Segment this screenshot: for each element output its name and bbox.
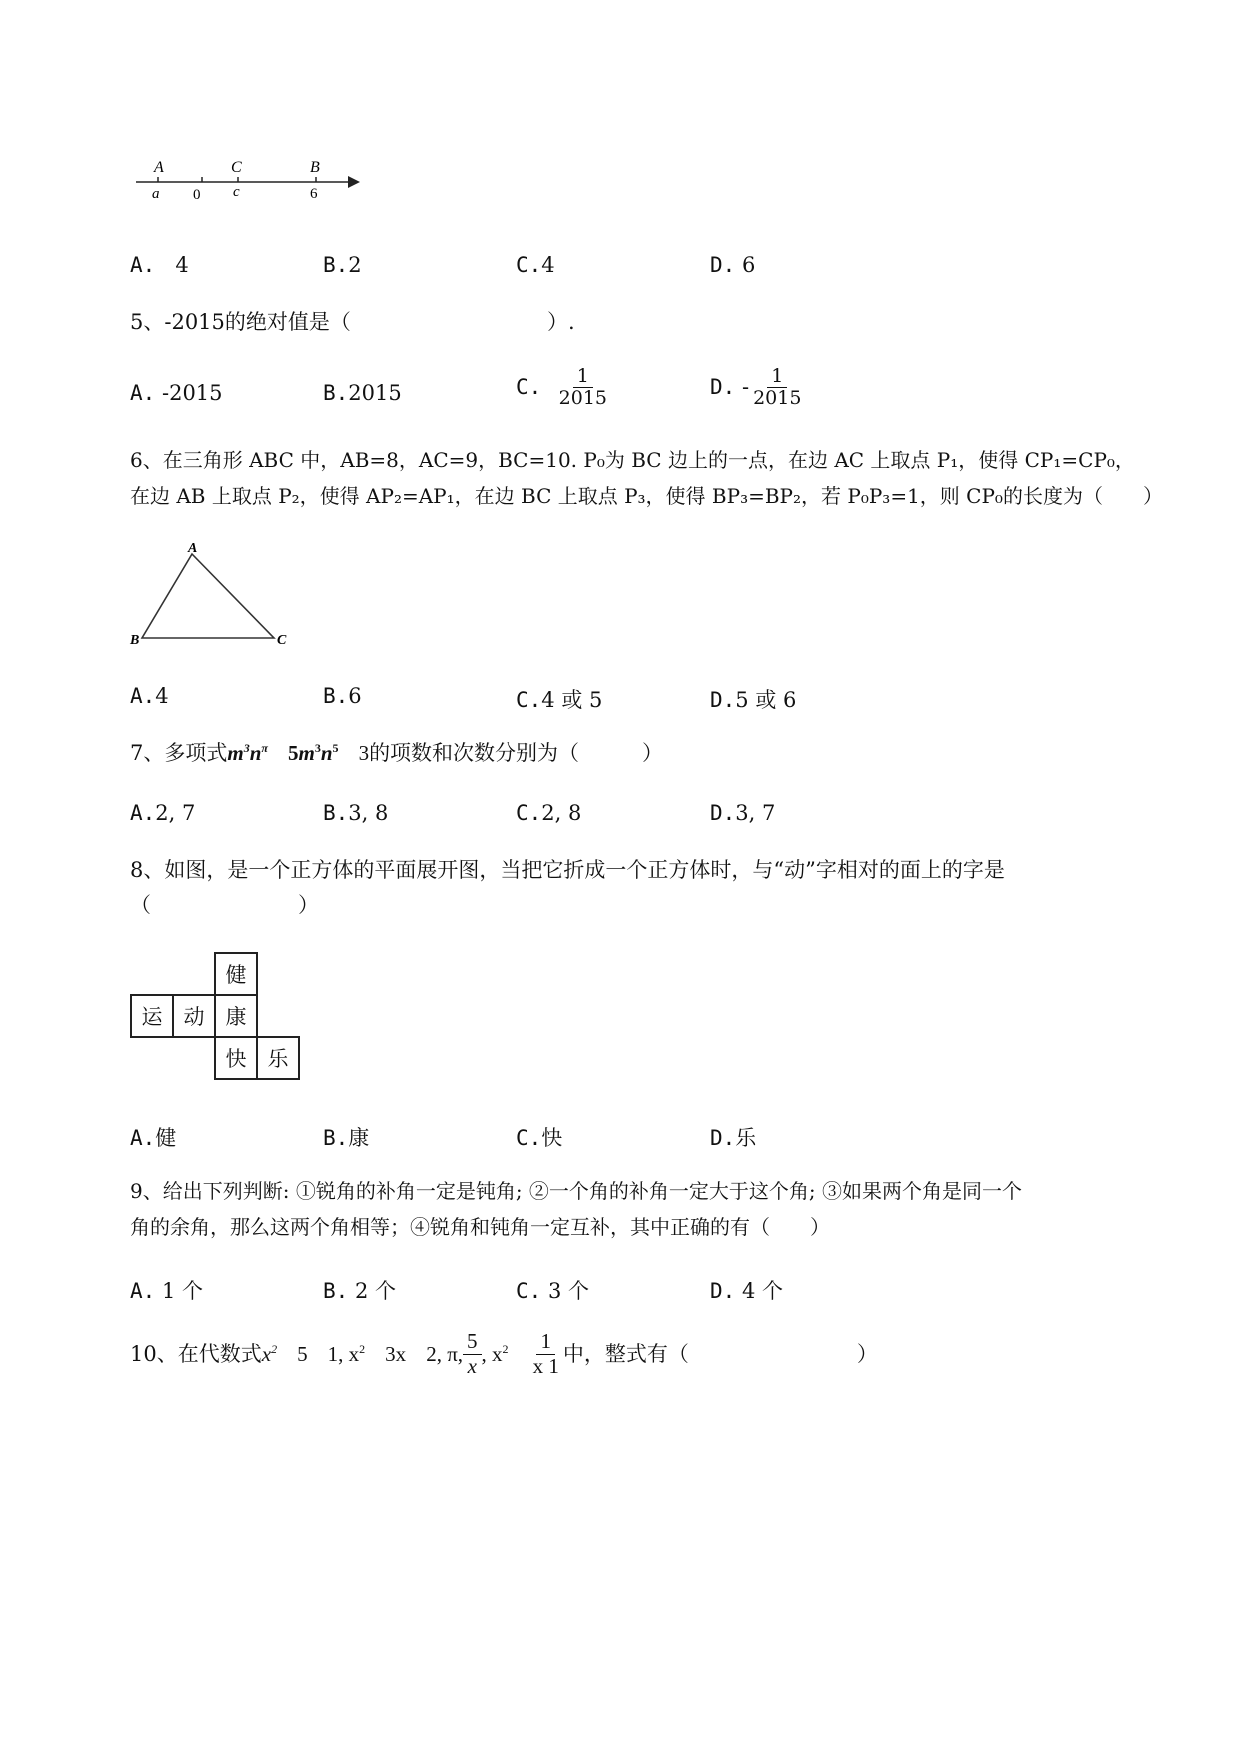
q8-stem-line2: （ ） — [130, 893, 319, 917]
q9-option-a: A. 1 个 — [130, 1279, 204, 1303]
q10-term-1-x2: 1, $x^2$ — [327, 1342, 366, 1366]
q6-stem-line2: 在边 AB 上取点 P₂，使得 AP₂=AP₁，在边 BC 上取点 P₃，使得 BP₃=BP₂，若 P₀P₃=1，则 CP₀的长度为（ ） — [130, 484, 1163, 508]
label-C: C — [231, 159, 242, 176]
q5-option-c: C. $\frac{1}{2015}$ — [516, 366, 611, 409]
q4-option-b: B.2 — [323, 253, 362, 277]
q7-term1: $m^3n^\pi$ — [227, 741, 268, 765]
triangle-abc — [142, 554, 274, 638]
q9-stem-line1: 9、给出下列判断: ①锐角的补角一定是钝角; ②一个角的补角一定大于这个角; ③如果两个角是同一个 — [130, 1179, 1023, 1203]
net-face-mid-left: 动 — [172, 994, 216, 1038]
q10-term-3x: 3x — [385, 1341, 407, 1366]
q6-stem-line1: 6、在三角形 ABC 中，AB=8，AC=9，BC=10. P₀为 BC 边上的一点，在边 AC 上取点 P₁，使得 CP₁=CP₀， — [130, 448, 1135, 472]
label-6: 6 — [310, 186, 318, 202]
q10-term-x2-b: , $x^2$ — [481, 1342, 509, 1366]
q8-option-c: C.快 — [516, 1126, 563, 1150]
q4-option-a: A. 4 — [130, 253, 189, 277]
q5-fraction-c: $\frac{1}{2015}$ — [558, 365, 608, 409]
q8-option-b: B.康 — [323, 1126, 370, 1150]
q7-option-c: C.2, 8 — [516, 801, 582, 825]
q8-option-a: A.健 — [130, 1126, 177, 1150]
q8-option-d: D.乐 — [710, 1126, 757, 1150]
net-face-left: 运 — [130, 994, 174, 1038]
cube-net-figure — [130, 952, 302, 1082]
q6-option-b: B.6 — [323, 684, 362, 708]
net-face-bottom-right: 乐 — [256, 1036, 300, 1080]
label-c: c — [233, 184, 240, 200]
q8-stem-line1: 8、如图，是一个正方体的平面展开图，当把它折成一个正方体时，与“动”字相对的面上的字是 — [130, 858, 1005, 882]
q10-term-x2: $x^2$ — [261, 1342, 278, 1366]
q6-option-d: D.5 或 6 — [710, 688, 797, 712]
number-line-figure — [130, 150, 370, 210]
q5-fraction-d: $\frac{1}{2015}$ — [753, 365, 802, 409]
net-face-top: 健 — [214, 952, 258, 996]
triangle-figure — [128, 538, 298, 653]
q7-option-d: D.3, 7 — [710, 801, 776, 825]
q5-option-b: B.2015 — [323, 381, 402, 405]
q7-option-a: A.2, 7 — [130, 801, 196, 825]
label-0: 0 — [193, 187, 201, 203]
q4-option-d: D. 6 — [710, 253, 756, 277]
q10-term-2-pi: 2, π, — [426, 1341, 464, 1366]
vertex-B: B — [130, 633, 140, 648]
number-line-arrow — [348, 176, 360, 188]
q4-option-c: C.4 — [516, 253, 555, 277]
q10-stem: 10、在代数式 $x^2$ 5 1, $x^2$ 3x 2, π, $\frac{5}{x}$ , $x^2$ $\frac{1}{x 1}$ 中，整式有（ ） — [130, 1329, 878, 1378]
label-A: A — [154, 159, 164, 176]
q6-option-c: C.4 或 5 — [516, 688, 603, 712]
q9-option-b: B. 2 个 — [323, 1279, 397, 1303]
vertex-C: C — [277, 633, 287, 648]
q10-fraction-1-over-x-1: $\frac{1}{x 1}$ — [532, 1329, 559, 1378]
q7-option-b: B.3, 8 — [323, 801, 389, 825]
net-face-center: 康 — [214, 994, 258, 1038]
q9-option-c: C. 3 个 — [516, 1279, 590, 1303]
q10-fraction-5-over-x: $\frac{5}{x}$ — [463, 1330, 482, 1377]
label-B: B — [310, 159, 320, 176]
q5-stem: 5、-2015的绝对值是（ — [130, 310, 351, 334]
q9-option-d: D. 4 个 — [710, 1279, 784, 1303]
q9-stem-line2: 角的余角，那么这两个角相等；④锐角和钝角一定互补，其中正确的有（ ） — [130, 1215, 830, 1239]
net-face-bottom: 快 — [214, 1036, 258, 1080]
label-a: a — [152, 186, 160, 202]
q7-term2: $5m^3n^5$ — [288, 741, 339, 765]
q10-term-5: 5 — [297, 1341, 308, 1366]
q7-stem: 7、多项式$m^3n^\pi$ $5m^3n^5$ 3的项数和次数分别为（ ） — [130, 741, 664, 765]
vertex-A: A — [188, 541, 198, 556]
q5-option-a: A. -2015 — [130, 381, 223, 405]
q5-stem-end: ）. — [547, 310, 575, 334]
q7-term3: 3 — [358, 741, 370, 765]
q6-option-a: A.4 — [130, 684, 169, 708]
q5-option-d: D. - $\frac{1}{2015}$ — [710, 366, 805, 409]
